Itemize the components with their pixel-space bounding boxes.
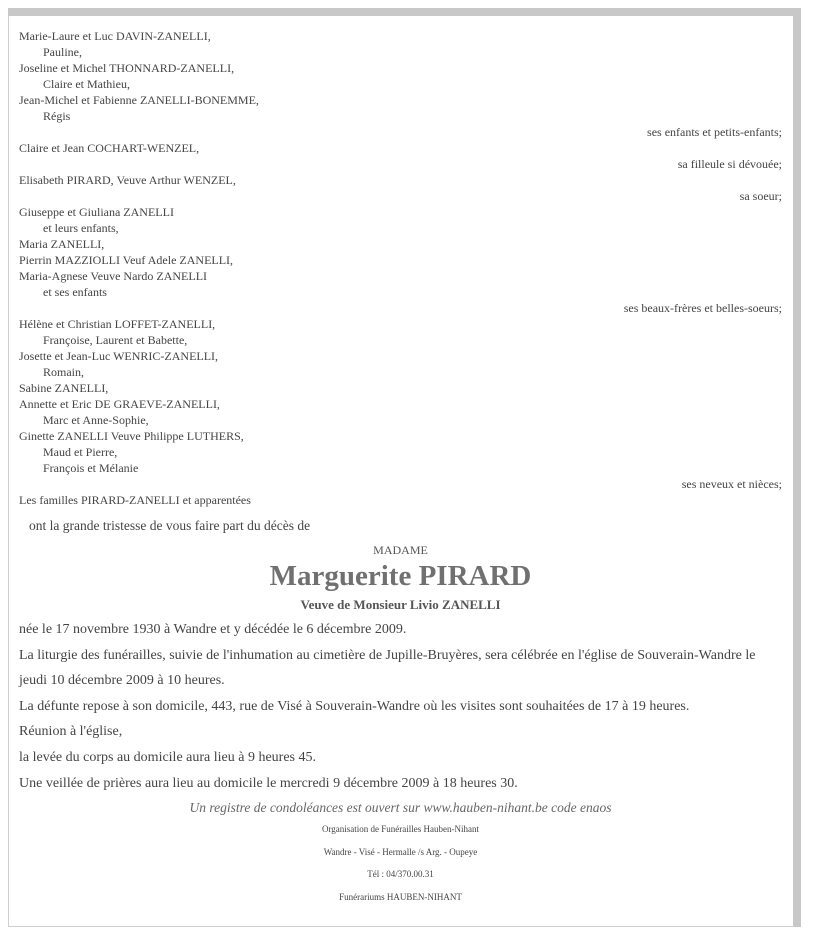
obituary-notice [19,28,782,908]
frame-border-left [8,16,9,927]
funeral-details [19,617,782,796]
family-line: Elisabeth PIRARD, Veuve Arthur WENZEL, [19,173,236,187]
family-line: Annette et Eric DE GRAEVE-ZANELLI, [19,397,220,411]
family-line: Romain, [43,365,84,379]
frame-border-top [8,8,801,16]
family-line: Marie-Laure et Luc DAVIN-ZANELLI, [19,29,211,43]
detail-line: née le 17 novembre 1930 à Wandre et y décédée le 6 décembre 2009. [19,622,407,637]
relationship-label: sa filleule si dévouée; [677,157,782,171]
family-line: et ses enfants [43,285,107,299]
family-line: Marc et Anne-Sophie, [43,413,149,427]
detail-line: jeudi 10 décembre 2009 à 10 heures. [19,673,225,689]
detail-line: Une veillée de prières aura lieu au domicile le mercredi 9 décembre 2009 à 18 heures 30. [19,775,518,791]
family-line: Jean-Michel et Fabienne ZANELLI-BONEMME, [19,93,259,107]
family-list [19,28,782,508]
family-line: Josette et Jean-Luc WENRIC-ZANELLI, [19,349,219,363]
footer-line: Wandre - Visé - Hermalle /s Arg. - Oupeye [323,846,478,857]
family-line: Les familles PIRARD-ZANELLI et apparentées [19,493,251,507]
family-line: Hélène et Christian LOFFET-ZANELLI, [19,317,216,331]
condolence-registry-note: Un registre de condoléances est ouvert sur www.hauben-nihant.be code enaos [189,800,612,816]
detail-line: Réunion à l'église, [19,724,123,740]
family-line: Joseline et Michel THONNARD-ZANELLI, [19,61,235,75]
relationship-label: sa soeur; [739,189,782,203]
relationship-label: ses enfants et petits-enfants; [647,125,782,139]
frame-border-bottom [8,926,794,927]
family-line: Claire et Jean COCHART-WENZEL, [19,141,200,155]
frame-border-right [793,8,801,927]
honorific-title: MADAME [373,543,428,557]
relationship-label: ses beaux-frères et belles-soeurs; [623,301,782,315]
detail-line: La défunte repose à son domicile, 443, rue de Visé à Souverain-Wandre où les visites sont souhaitées de 17 à 19 heures. [19,698,690,714]
family-line: François et Mélanie [43,461,139,475]
footer-line: Organisation de Funérailles Hauben-Nihant [321,824,480,835]
family-line: Ginette ZANELLI Veuve Philippe LUTHERS, [19,429,244,443]
family-line: Pierrin MAZZIOLLI Veuf Adele ZANELLI, [19,253,234,267]
family-line: Régis [43,109,71,123]
footer-line: Tél : 04/370.00.31 [367,869,434,880]
family-line: Maud et Pierre, [43,445,118,459]
family-line: Françoise, Laurent et Babette, [43,333,188,347]
family-line: Maria-Agnese Veuve Nardo ZANELLI [19,269,208,283]
relationship-label: ses neveux et nièces; [681,477,782,491]
funeral-home-footer [19,818,782,908]
detail-line: La liturgie des funérailles, suivie de l'inhumation au cimetière de Jupille-Bruyères, sera célébrée en l'église de Souverain-Wandre le [19,647,756,663]
intro-line: ont la grande tristesse de vous faire part du décès de [29,518,311,533]
family-line: Pauline, [43,45,82,59]
detail-line: la levée du corps au domicile aura lieu à 9 heures 45. [19,749,316,765]
family-line: Maria ZANELLI, [19,237,105,251]
deceased-name: Marguerite PIRARD [269,560,532,592]
family-line: Giuseppe et Giuliana ZANELLI [19,205,174,219]
footer-line: Funérariums HAUBEN-NIHANT [339,891,462,902]
family-line: et leurs enfants, [43,221,119,235]
family-line: Sabine ZANELLI, [19,381,109,395]
family-line: Claire et Mathieu, [43,77,130,91]
widow-of-line: Veuve de Monsieur Livio ZANELLI [300,597,501,612]
